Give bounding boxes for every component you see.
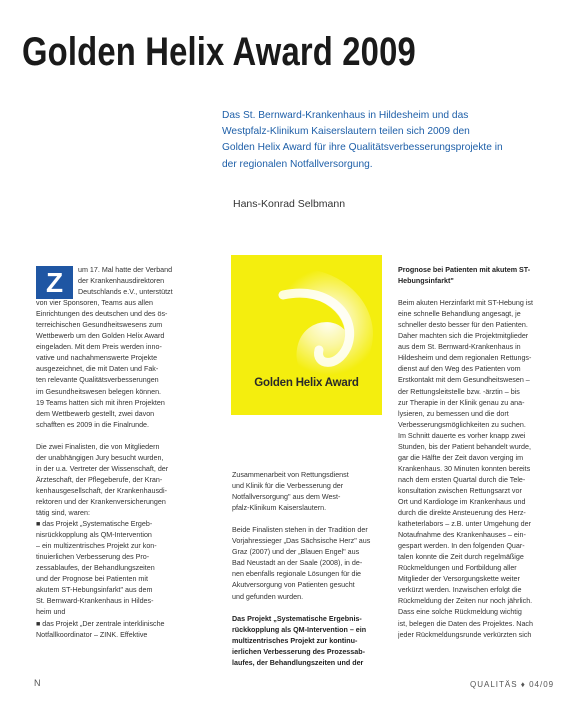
bold-text-line: Das Projekt „Systematische Ergebnis- — [232, 614, 362, 623]
text-line: dem Wettbewerb gestellt, zwei davon — [36, 409, 155, 418]
text-line: 19 Teams hatten sich mit ihren Projekten — [36, 398, 165, 407]
text-line: Ärzteschaft, der Pflegeberufe, der Kran- — [36, 475, 163, 484]
text-line: St. Bernward-Krankenhaus in Hildes- — [36, 597, 154, 606]
spacer — [232, 603, 387, 614]
intro-lead — [222, 108, 552, 173]
text-line: in der u.a. Vertreter der Wissenschaft, der — [36, 464, 169, 473]
text-line: Bad Neustadt an der Saale (2008), in de- — [232, 559, 363, 568]
intro-line: Golden Helix Award für ihre Qualitätsverbesserungsprojekte in — [222, 142, 503, 154]
bold-text-line: multizentrisches Projekt zur kontinu- — [232, 636, 358, 645]
text-line: Stunden, bis der Patient behandelt wurde, — [398, 442, 531, 451]
text-line: von vier Sponsoren, Teams aus allen — [36, 299, 153, 308]
text-line: verkürzt werden. Inzwischen erfolgt die — [398, 586, 522, 595]
text-line: Wettbewerb um den Golden Helix Award — [36, 332, 165, 341]
spacer — [398, 287, 558, 298]
text-line: um 17. Mal hatte der Verband — [78, 266, 173, 274]
footer-brand: QUALITÄS ♦ 04/09 — [470, 680, 555, 689]
text-line: ausgezeichnet, die mit Daten und Fak- — [36, 365, 159, 374]
text-line: ■ das Projekt „Der zentrale interklinische — [36, 619, 165, 628]
text-line: Im Schnitt dauerte es vorher knapp zwei — [398, 431, 526, 440]
bold-text-line: laufes, der Behandlungszeiten und der — [232, 658, 364, 667]
text-line: – ein multizentrisches Projekt zur kon- — [36, 542, 157, 551]
bold-text-line: rückkopplung als QM-Intervention – ein — [232, 625, 367, 634]
text-line: Erstkontakt mit dem Gesundheitswesen – — [398, 376, 530, 385]
bold-text-line: Hebungsinfarkt" — [398, 277, 454, 286]
text-line: zessablaufes, der Behandlungszeiten — [36, 564, 155, 573]
text-line: Daher machten sich die Projektmitglieder — [398, 332, 529, 341]
text-line: nen ebenfalls regionale Lösungen für die — [232, 570, 362, 579]
text-line: terreichischen Gesundheitswesens zum — [36, 321, 163, 330]
text-line: jeder Rückmeldungsrunde verkürzten sich — [398, 630, 532, 639]
text-line: schneller desto besser für den Patienten. — [398, 321, 528, 330]
text-line: kenhausgesellschaft, der Krankenhausdi- — [36, 486, 167, 495]
text-line: der Rettungsleitstelle bzw. -ärztin – bis — [398, 387, 520, 396]
text-line: ist, belegen die Daten des Projektes. Nach — [398, 619, 533, 628]
text-line: katheterlabors – z.B. unter Umgehung der — [398, 520, 531, 529]
text-line: lysieren, zu bemessen und die dort — [398, 409, 509, 418]
text-line: konsultation zwischen Rettungsarzt vor — [398, 486, 522, 495]
dropcap: Z — [36, 266, 73, 299]
text-line: Notaufnahme des Krankenhauses – ein- — [398, 531, 526, 540]
text-line: Deutschlands e.V., unterstützt — [78, 288, 173, 297]
text-line: Vorjahressieger „Das Sächsische Herz" aus — [232, 537, 371, 546]
text-line: rektoren und der Krankenversicherungen — [36, 497, 166, 506]
text-line: ■ das Projekt „Systematische Ergeb- — [36, 520, 153, 529]
text-line: pfalz-Klinikum Kaiserslautern. — [232, 504, 327, 513]
text-line: Die zwei Finalisten, die von Mitgliedern — [36, 442, 160, 451]
text-line — [36, 431, 216, 442]
text-line: und gefunden wurden. — [232, 592, 304, 601]
text-line: heim und — [36, 608, 66, 617]
text-line: und Klinik für die Verbesserung der — [232, 482, 344, 491]
text-line: Verbesserungsmöglichkeiten zu suchen. — [398, 420, 526, 429]
text-line: Beim akuten Herzinfarkt mit ST-Hebung ist — [398, 299, 533, 308]
text-line: Krankenhaus. 30 Minuten konnten bereits — [398, 464, 531, 473]
text-line: Notfallversorgung" aus dem West- — [232, 493, 341, 502]
intro-line: der regionalen Notfallversorgung. — [222, 158, 373, 170]
text-line: Rückmeldungen und Fortbildung aller — [398, 564, 517, 573]
text-line: gespart werden. In den folgenden Quar- — [398, 542, 525, 551]
column-3 — [398, 265, 558, 641]
text-line — [232, 514, 387, 525]
text-line: Graz (2007) und der „Blauen Engel" aus — [232, 548, 360, 557]
intro-line: Das St. Bernward-Krankenhaus in Hildesheim und das — [222, 110, 469, 121]
text-line: Hildesheim und dem regionalen Rettungs- — [398, 354, 532, 363]
column-1 — [36, 265, 216, 641]
text-line: talen konnte die Zeit durch regelmäßige — [398, 553, 524, 562]
text-line: Notfallkoordinator – ZINK. Effektive — [36, 630, 148, 639]
intro-line: Westpfalz-Klinikum Kaiserslautern teilen sich 2009 den — [222, 126, 470, 138]
text-line: dienst auf den Weg des Patienten vom — [398, 365, 521, 374]
author-byline: Hans-Konrad Selbmann — [233, 198, 346, 210]
text-line: akutem ST-Hebungsinfarkt" aus dem — [36, 586, 153, 595]
text-line: aus dem St. Bernward-Krankenhaus in — [398, 343, 521, 352]
text-line: tätig sind, waren: — [36, 509, 90, 518]
page-number: N — [34, 678, 41, 688]
text-line: vative und nachahmenswerte Projekte — [36, 354, 158, 363]
text-line: der unabhängigen Jury besucht wurden, — [36, 453, 164, 462]
text-line: Akutversorgung von Patienten gesucht — [232, 581, 355, 590]
text-line: nach dem ersten Quartal durch die Tele- — [398, 475, 526, 484]
text-line: schafften es 2009 in die Finalrunde. — [36, 420, 150, 429]
text-line: zur Therapie in der Klinik genau zu ana- — [398, 398, 525, 407]
text-line: Zusammenarbeit von Rettungsdienst — [232, 471, 349, 479]
page-title: Golden Helix Award 2009 — [22, 30, 416, 74]
text-line: durch die direkte Ansteuerung des Herz- — [398, 509, 526, 518]
text-line: Dass eine solche Rückmeldung wichtig — [398, 608, 522, 617]
column-2 — [232, 470, 387, 669]
text-line: tinuierlichen Verbesserung des Pro- — [36, 553, 150, 562]
award-image — [231, 255, 382, 415]
text-line: ten relevante Qualitätsverbesserungen — [36, 376, 159, 385]
text-line: Beide Finalisten stehen in der Tradition der — [232, 526, 368, 535]
text-line: Mitglieder der Versorgungskette weiter — [398, 575, 520, 584]
text-line: im Gesundheitswesen belegen können. — [36, 387, 162, 396]
text-line: der Krankenhausdirektoren — [78, 277, 165, 286]
text-line: Rückmeldung der Zeiten nur noch jährlich. — [398, 597, 533, 606]
text-line: gar die Hälfte der Zeit davon verging im — [398, 453, 524, 462]
bold-text-line: Prognose bei Patienten mit akutem ST- — [398, 266, 531, 274]
bold-text-line: ierlichen Verbesserung des Prozessab- — [232, 647, 365, 656]
text-line: und der Prognose bei Patienten mit — [36, 575, 148, 584]
text-line: eine schnelle Behandlung angesagt, je — [398, 310, 521, 319]
text-line: nisrückkopplung als QM-Intervention — [36, 531, 152, 540]
award-label: Golden Helix Award — [254, 377, 359, 389]
text-line: Einrichtungen des deutschen und des ös- — [36, 310, 168, 319]
text-line: eingeladen. Mit dem Preis werden inno- — [36, 343, 162, 352]
helix-swirl-graphic — [231, 255, 382, 415]
text-line: Ort und Kardiologe im Krankenhaus und — [398, 497, 526, 506]
